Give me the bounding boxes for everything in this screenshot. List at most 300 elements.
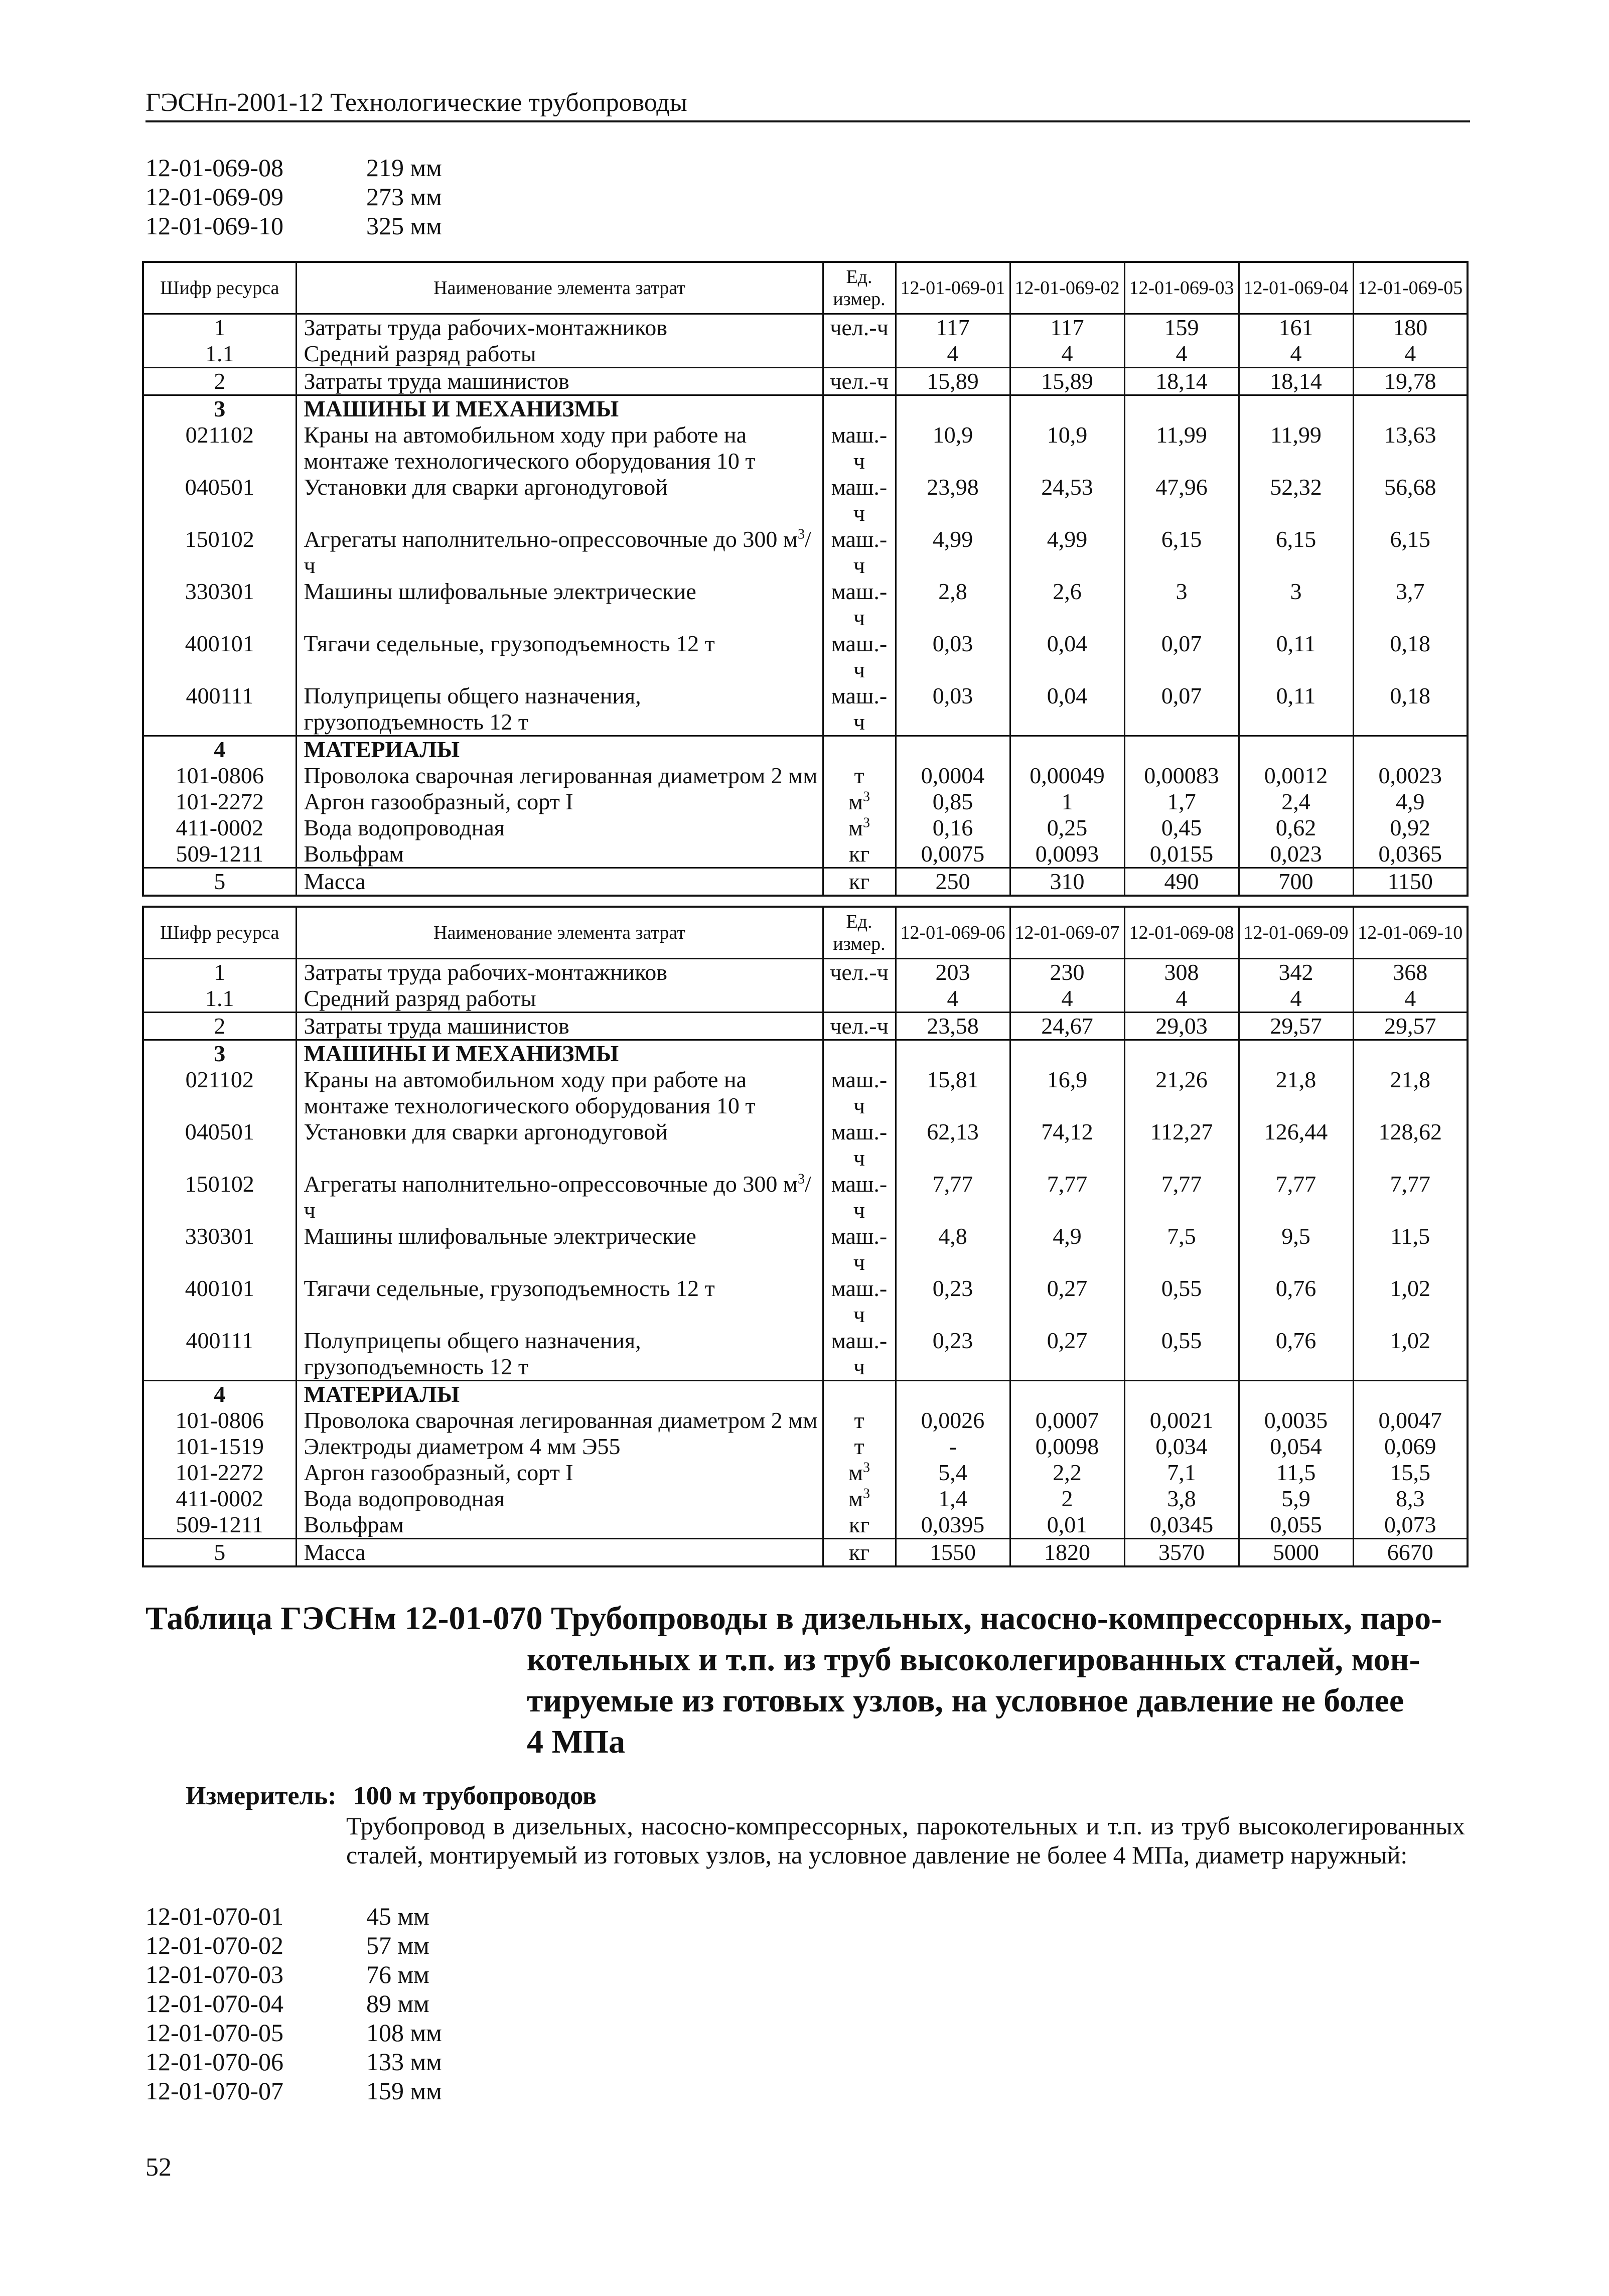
row-value: 5,9 xyxy=(1239,1486,1353,1512)
row-value: 203 xyxy=(896,959,1010,986)
row-value: 74,12 xyxy=(1010,1119,1124,1171)
item-code: 12-01-070-04 xyxy=(145,1989,283,2018)
row-value: 1 xyxy=(1010,789,1124,815)
code-list-item xyxy=(145,1960,567,1989)
row-name: МАШИНЫ И МЕХАНИЗМЫ xyxy=(296,395,823,422)
row-unit: маш.-ч xyxy=(823,1328,896,1381)
row-code: 2 xyxy=(143,368,296,395)
row-value: 0,069 xyxy=(1353,1433,1468,1460)
measure-line xyxy=(186,1781,597,1811)
row-code: 040501 xyxy=(143,474,296,526)
table-row xyxy=(143,1171,1468,1223)
row-code: 411-0002 xyxy=(143,815,296,841)
table-row xyxy=(143,1275,1468,1328)
row-unit: $м^3$ xyxy=(823,1460,896,1486)
row-unit xyxy=(823,1040,896,1067)
row-value: 0,0098 xyxy=(1010,1433,1124,1460)
row-code: 400111 xyxy=(143,683,296,736)
row-value: 6,15 xyxy=(1353,526,1468,579)
row-name: Тягачи седельные, грузоподъемность 12 т xyxy=(296,631,823,683)
row-value xyxy=(1010,1040,1124,1067)
row-unit: т xyxy=(823,1407,896,1433)
code-list-item xyxy=(145,153,567,182)
row-value: 112,27 xyxy=(1124,1119,1239,1171)
row-value: 18,14 xyxy=(1124,368,1239,395)
row-code: 101-2272 xyxy=(143,1460,296,1486)
row-value xyxy=(1124,1040,1239,1067)
row-value: 1820 xyxy=(1010,1539,1124,1567)
item-code: 12-01-070-01 xyxy=(145,1902,283,1930)
row-name: Тягачи седельные, грузоподъемность 12 т xyxy=(296,1275,823,1328)
row-value: 310 xyxy=(1010,868,1124,896)
row-value: 0,073 xyxy=(1353,1512,1468,1539)
row-code: 021102 xyxy=(143,422,296,474)
row-unit: маш.-ч xyxy=(823,526,896,579)
row-value: 5000 xyxy=(1239,1539,1353,1567)
item-diameter: 133 мм xyxy=(366,2048,442,2076)
code-list-item xyxy=(145,2018,567,2047)
row-code: 101-0806 xyxy=(143,1407,296,1433)
row-value xyxy=(896,395,1010,422)
row-name: Вода водопроводная xyxy=(296,815,823,841)
row-value: 6,15 xyxy=(1239,526,1353,579)
item-code: 12-01-070-06 xyxy=(145,2048,283,2076)
row-value: 0,92 xyxy=(1353,815,1468,841)
row-code: 101-1519 xyxy=(143,1433,296,1460)
code-list-item xyxy=(145,211,567,240)
row-code: 1 xyxy=(143,314,296,341)
row-name: Проволока сварочная легированная диаметром 2 мм xyxy=(296,763,823,789)
row-value: 11,99 xyxy=(1239,422,1353,474)
table-row xyxy=(143,1067,1468,1119)
item-code: 12-01-070-05 xyxy=(145,2019,283,2047)
row-code: 509-1211 xyxy=(143,1512,296,1539)
row-value: 0,45 xyxy=(1124,815,1239,841)
row-unit xyxy=(823,1381,896,1408)
row-name: Электроды диаметром 4 мм Э55 xyxy=(296,1433,823,1460)
row-value: 0,18 xyxy=(1353,683,1468,736)
row-value: 3 xyxy=(1124,579,1239,631)
row-name: Краны на автомобильном ходу при работе на монтаже технологического оборудования 10 т xyxy=(296,422,823,474)
col-norm-header: 12-01-069-04 xyxy=(1239,262,1353,314)
row-value: 23,58 xyxy=(896,1013,1010,1040)
row-value xyxy=(1010,736,1124,763)
item-code: 12-01-069-10 xyxy=(145,212,283,240)
row-value: 15,89 xyxy=(1010,368,1124,395)
item-diameter: 325 мм xyxy=(366,212,442,240)
table-description: Трубопровод в дизельных, насосно-компрессорных, парокотельных и т.п. из труб высоколегированных сталей, монтируемый из готовых узлов, на условное давление не более 4 МПа, диаметр наружный: xyxy=(346,1812,1465,1869)
row-unit: кг xyxy=(823,841,896,868)
row-value: 8,3 xyxy=(1353,1486,1468,1512)
row-value: 2,4 xyxy=(1239,789,1353,815)
row-value: 18,14 xyxy=(1239,368,1353,395)
row-value: 1150 xyxy=(1353,868,1468,896)
code-list-item xyxy=(145,1989,567,2018)
row-code: 5 xyxy=(143,868,296,896)
row-value: 24,53 xyxy=(1010,474,1124,526)
table-header-row xyxy=(143,262,1468,314)
row-value xyxy=(1239,1040,1353,1067)
table-row xyxy=(143,789,1468,815)
row-value: 0,11 xyxy=(1239,683,1353,736)
item-diameter: 45 мм xyxy=(366,1902,429,1930)
row-name: Аргон газообразный, сорт I xyxy=(296,789,823,815)
row-value: 0,054 xyxy=(1239,1433,1353,1460)
row-value: 11,5 xyxy=(1239,1460,1353,1486)
row-name: Масса xyxy=(296,1539,823,1567)
row-name: Вольфрам xyxy=(296,841,823,868)
row-value: 47,96 xyxy=(1124,474,1239,526)
row-value: 2,8 xyxy=(896,579,1010,631)
table-row xyxy=(143,868,1468,896)
row-value: 4,8 xyxy=(896,1223,1010,1275)
table-row xyxy=(143,815,1468,841)
row-value: 3 xyxy=(1239,579,1353,631)
row-value: 0,0075 xyxy=(896,841,1010,868)
row-value xyxy=(1124,1381,1239,1408)
item-diameter: 89 мм xyxy=(366,1989,429,2018)
row-value: 21,8 xyxy=(1353,1067,1468,1119)
row-value: 7,77 xyxy=(1239,1171,1353,1223)
row-name: МАТЕРИАЛЫ xyxy=(296,1381,823,1408)
row-name: Проволока сварочная легированная диаметром 2 мм xyxy=(296,1407,823,1433)
row-value: 0,23 xyxy=(896,1275,1010,1328)
row-value: 23,98 xyxy=(896,474,1010,526)
table-row xyxy=(143,395,1468,422)
row-unit: маш.-ч xyxy=(823,422,896,474)
code-list-item xyxy=(145,2076,567,2105)
item-diameter: 219 мм xyxy=(366,154,442,182)
row-value: 0,00049 xyxy=(1010,763,1124,789)
col-norm-header: 12-01-069-02 xyxy=(1010,262,1124,314)
col-norm-header: 12-01-069-08 xyxy=(1124,907,1239,959)
row-value: 2 xyxy=(1010,1486,1124,1512)
row-value: 0,18 xyxy=(1353,631,1468,683)
row-value: 0,0012 xyxy=(1239,763,1353,789)
row-value: 29,57 xyxy=(1353,1013,1468,1040)
row-unit: $м^3$ xyxy=(823,789,896,815)
row-value: 308 xyxy=(1124,959,1239,986)
row-unit: маш.-ч xyxy=(823,683,896,736)
row-unit: кг xyxy=(823,1539,896,1567)
row-value: 3,7 xyxy=(1353,579,1468,631)
row-value: 2,2 xyxy=(1010,1460,1124,1486)
table-row xyxy=(143,985,1468,1013)
row-code: 1.1 xyxy=(143,985,296,1013)
row-value: 342 xyxy=(1239,959,1353,986)
row-unit: маш.-ч xyxy=(823,631,896,683)
row-value: 0,023 xyxy=(1239,841,1353,868)
col-norm-header: 12-01-069-03 xyxy=(1124,262,1239,314)
row-value: 6670 xyxy=(1353,1539,1468,1567)
row-value: 0,25 xyxy=(1010,815,1124,841)
table-row xyxy=(143,1119,1468,1171)
table-row xyxy=(143,736,1468,763)
row-value: 7,77 xyxy=(1124,1171,1239,1223)
row-code: 330301 xyxy=(143,579,296,631)
row-value: 11,99 xyxy=(1124,422,1239,474)
table-row xyxy=(143,314,1468,341)
row-value: 1,4 xyxy=(896,1486,1010,1512)
row-value: 21,8 xyxy=(1239,1067,1353,1119)
row-value: 1,02 xyxy=(1353,1275,1468,1328)
row-value: 180 xyxy=(1353,314,1468,341)
row-value xyxy=(1239,736,1353,763)
row-code: 040501 xyxy=(143,1119,296,1171)
row-name: Затраты труда машинистов xyxy=(296,1013,823,1040)
row-value: 0,00083 xyxy=(1124,763,1239,789)
row-code: 150102 xyxy=(143,526,296,579)
top-code-list xyxy=(145,153,567,240)
row-value: 9,5 xyxy=(1239,1223,1353,1275)
row-value: 2,6 xyxy=(1010,579,1124,631)
row-unit: маш.-ч xyxy=(823,579,896,631)
row-code: 101-2272 xyxy=(143,789,296,815)
row-code: 4 xyxy=(143,736,296,763)
item-diameter: 108 мм xyxy=(366,2019,442,2047)
row-value: 0,07 xyxy=(1124,631,1239,683)
row-unit: т xyxy=(823,763,896,789)
row-code: 400101 xyxy=(143,631,296,683)
row-value: 0,0093 xyxy=(1010,841,1124,868)
bottom-code-list xyxy=(145,1902,567,2105)
table-header-row xyxy=(143,907,1468,959)
col-norm-header: 12-01-069-10 xyxy=(1353,907,1468,959)
table-row xyxy=(143,763,1468,789)
row-unit: маш.-ч xyxy=(823,1067,896,1119)
row-name: Агрегаты наполнительно-опрессовочные до 300 $м^3/ч$ xyxy=(296,1171,823,1223)
row-value xyxy=(1124,736,1239,763)
table-row xyxy=(143,526,1468,579)
row-code: 400111 xyxy=(143,1328,296,1381)
item-diameter: 159 мм xyxy=(366,2077,442,2105)
table-row xyxy=(143,1539,1468,1567)
row-value xyxy=(1239,1381,1353,1408)
row-value: 21,26 xyxy=(1124,1067,1239,1119)
row-value: 7,1 xyxy=(1124,1460,1239,1486)
row-value xyxy=(1239,395,1353,422)
table-row xyxy=(143,1512,1468,1539)
row-name: Затраты труда рабочих-монтажников xyxy=(296,959,823,986)
row-value: 117 xyxy=(1010,314,1124,341)
table-row xyxy=(143,631,1468,683)
row-value: 0,76 xyxy=(1239,1275,1353,1328)
row-value: 4 xyxy=(1010,341,1124,368)
row-unit: кг xyxy=(823,868,896,896)
row-unit xyxy=(823,341,896,368)
row-value: 0,0047 xyxy=(1353,1407,1468,1433)
row-value: 0,04 xyxy=(1010,631,1124,683)
row-name: МАТЕРИАЛЫ xyxy=(296,736,823,763)
table-row xyxy=(143,1328,1468,1381)
table-title-line-4: 4 МПа xyxy=(527,1724,626,1760)
col-name-header: Наименование элемента затрат xyxy=(296,907,823,959)
table-row xyxy=(143,1040,1468,1067)
col-name-header: Наименование элемента затрат xyxy=(296,262,823,314)
table-row xyxy=(143,1486,1468,1512)
resource-table-2 xyxy=(142,906,1469,1567)
col-code-header: Шифр ресурса xyxy=(143,262,296,314)
row-value: 10,9 xyxy=(1010,422,1124,474)
row-value: 0,0007 xyxy=(1010,1407,1124,1433)
item-diameter: 76 мм xyxy=(366,1960,429,1988)
row-value: 15,5 xyxy=(1353,1460,1468,1486)
row-name: Вода водопроводная xyxy=(296,1486,823,1512)
row-value: 0,0395 xyxy=(896,1512,1010,1539)
row-value: 7,5 xyxy=(1124,1223,1239,1275)
row-value: 0,07 xyxy=(1124,683,1239,736)
item-code: 12-01-070-07 xyxy=(145,2077,283,2105)
row-code: 3 xyxy=(143,395,296,422)
measure-value: 100 м трубопроводов xyxy=(353,1782,597,1810)
row-value: 3,8 xyxy=(1124,1486,1239,1512)
row-value: 0,0026 xyxy=(896,1407,1010,1433)
item-diameter: 273 мм xyxy=(366,183,442,211)
row-value: 0,0345 xyxy=(1124,1512,1239,1539)
table-row xyxy=(143,841,1468,868)
row-value: 0,0035 xyxy=(1239,1407,1353,1433)
row-value: 15,89 xyxy=(896,368,1010,395)
row-code: 509-1211 xyxy=(143,841,296,868)
row-value: 0,0021 xyxy=(1124,1407,1239,1433)
row-value: 0,0365 xyxy=(1353,841,1468,868)
row-value: 4 xyxy=(1239,341,1353,368)
row-value: 4,9 xyxy=(1353,789,1468,815)
row-value: 490 xyxy=(1124,868,1239,896)
row-unit: $м^3$ xyxy=(823,815,896,841)
row-code: 150102 xyxy=(143,1171,296,1223)
row-value: 0,27 xyxy=(1010,1275,1124,1328)
col-norm-header: 12-01-069-06 xyxy=(896,907,1010,959)
row-value: 128,62 xyxy=(1353,1119,1468,1171)
row-unit: т xyxy=(823,1433,896,1460)
row-unit: маш.-ч xyxy=(823,1275,896,1328)
table-title xyxy=(145,1598,1475,1763)
row-code: 021102 xyxy=(143,1067,296,1119)
row-unit: маш.-ч xyxy=(823,474,896,526)
row-value: 4 xyxy=(1353,985,1468,1013)
row-name: Средний разряд работы xyxy=(296,341,823,368)
row-unit: кг xyxy=(823,1512,896,1539)
row-unit: $м^3$ xyxy=(823,1486,896,1512)
measure-label: Измеритель: xyxy=(186,1782,337,1810)
table-row xyxy=(143,422,1468,474)
item-code: 12-01-069-08 xyxy=(145,154,283,182)
row-value: 24,67 xyxy=(1010,1013,1124,1040)
row-value: 0,55 xyxy=(1124,1275,1239,1328)
row-value xyxy=(1010,395,1124,422)
row-unit: маш.-ч xyxy=(823,1171,896,1223)
row-value: 5,4 xyxy=(896,1460,1010,1486)
row-value: 7,77 xyxy=(896,1171,1010,1223)
row-unit: чел.-ч xyxy=(823,314,896,341)
row-value: 1550 xyxy=(896,1539,1010,1567)
col-norm-header: 12-01-069-01 xyxy=(896,262,1010,314)
row-name: Масса xyxy=(296,868,823,896)
row-value: 700 xyxy=(1239,868,1353,896)
row-code: 2 xyxy=(143,1013,296,1040)
code-list-item xyxy=(145,2047,567,2076)
row-value: 117 xyxy=(896,314,1010,341)
row-value: 0,85 xyxy=(896,789,1010,815)
row-value: 4,99 xyxy=(1010,526,1124,579)
row-name: Вольфрам xyxy=(296,1512,823,1539)
row-value: 0,03 xyxy=(896,631,1010,683)
row-value: 19,78 xyxy=(1353,368,1468,395)
table-row xyxy=(143,683,1468,736)
item-diameter: 57 мм xyxy=(366,1931,429,1959)
row-unit: маш.-ч xyxy=(823,1223,896,1275)
row-value: 4 xyxy=(1124,341,1239,368)
row-unit xyxy=(823,395,896,422)
table-row xyxy=(143,1013,1468,1040)
row-value: 0,01 xyxy=(1010,1512,1124,1539)
row-value: 16,9 xyxy=(1010,1067,1124,1119)
row-value xyxy=(896,1040,1010,1067)
row-value: 4 xyxy=(1010,985,1124,1013)
row-name: Затраты труда рабочих-монтажников xyxy=(296,314,823,341)
col-norm-header: 12-01-069-05 xyxy=(1353,262,1468,314)
row-value: 0,11 xyxy=(1239,631,1353,683)
row-code: 1 xyxy=(143,959,296,986)
row-value: 4 xyxy=(1353,341,1468,368)
row-name: Агрегаты наполнительно-опрессовочные до 300 $м^3/ч$ xyxy=(296,526,823,579)
row-name: Машины шлифовальные электрические xyxy=(296,579,823,631)
row-value: 230 xyxy=(1010,959,1124,986)
page-number: 52 xyxy=(145,2153,172,2182)
table-row xyxy=(143,1433,1468,1460)
col-unit-header: Ед. измер. xyxy=(823,907,896,959)
row-name: Затраты труда машинистов xyxy=(296,368,823,395)
row-value: 4,9 xyxy=(1010,1223,1124,1275)
row-value xyxy=(1010,1381,1124,1408)
table-row xyxy=(143,341,1468,368)
row-name: МАШИНЫ И МЕХАНИЗМЫ xyxy=(296,1040,823,1067)
row-value: 126,44 xyxy=(1239,1119,1353,1171)
row-value: 15,81 xyxy=(896,1067,1010,1119)
resource-table-1 xyxy=(142,261,1469,897)
item-code: 12-01-069-09 xyxy=(145,183,283,211)
row-value xyxy=(1353,395,1468,422)
row-value: 6,15 xyxy=(1124,526,1239,579)
row-value: 4 xyxy=(896,341,1010,368)
code-list-item xyxy=(145,1931,567,1960)
row-code: 101-0806 xyxy=(143,763,296,789)
table-title-line-3: тируемые из готовых узлов, на условное давление не более xyxy=(527,1682,1404,1719)
item-code: 12-01-070-03 xyxy=(145,1960,283,1988)
row-value: 4 xyxy=(896,985,1010,1013)
row-value: 4 xyxy=(1239,985,1353,1013)
col-unit-header: Ед. измер. xyxy=(823,262,896,314)
row-value: 29,57 xyxy=(1239,1013,1353,1040)
row-code: 400101 xyxy=(143,1275,296,1328)
col-code-header: Шифр ресурса xyxy=(143,907,296,959)
table-row xyxy=(143,1381,1468,1408)
row-value xyxy=(1353,736,1468,763)
col-norm-header: 12-01-069-07 xyxy=(1010,907,1124,959)
page-header: ГЭСНп-2001-12 Технологические трубопроводы xyxy=(145,88,1470,122)
row-value: 0,55 xyxy=(1124,1328,1239,1381)
row-value: 0,034 xyxy=(1124,1433,1239,1460)
row-unit xyxy=(823,736,896,763)
row-value: 159 xyxy=(1124,314,1239,341)
row-value: 250 xyxy=(896,868,1010,896)
row-value: 52,32 xyxy=(1239,474,1353,526)
row-name: Краны на автомобильном ходу при работе на монтаже технологического оборудования 10 т xyxy=(296,1067,823,1119)
row-name: Полуприцепы общего назначения, грузоподъемность 12 т xyxy=(296,683,823,736)
code-list-item xyxy=(145,182,567,211)
row-value: 1,02 xyxy=(1353,1328,1468,1381)
